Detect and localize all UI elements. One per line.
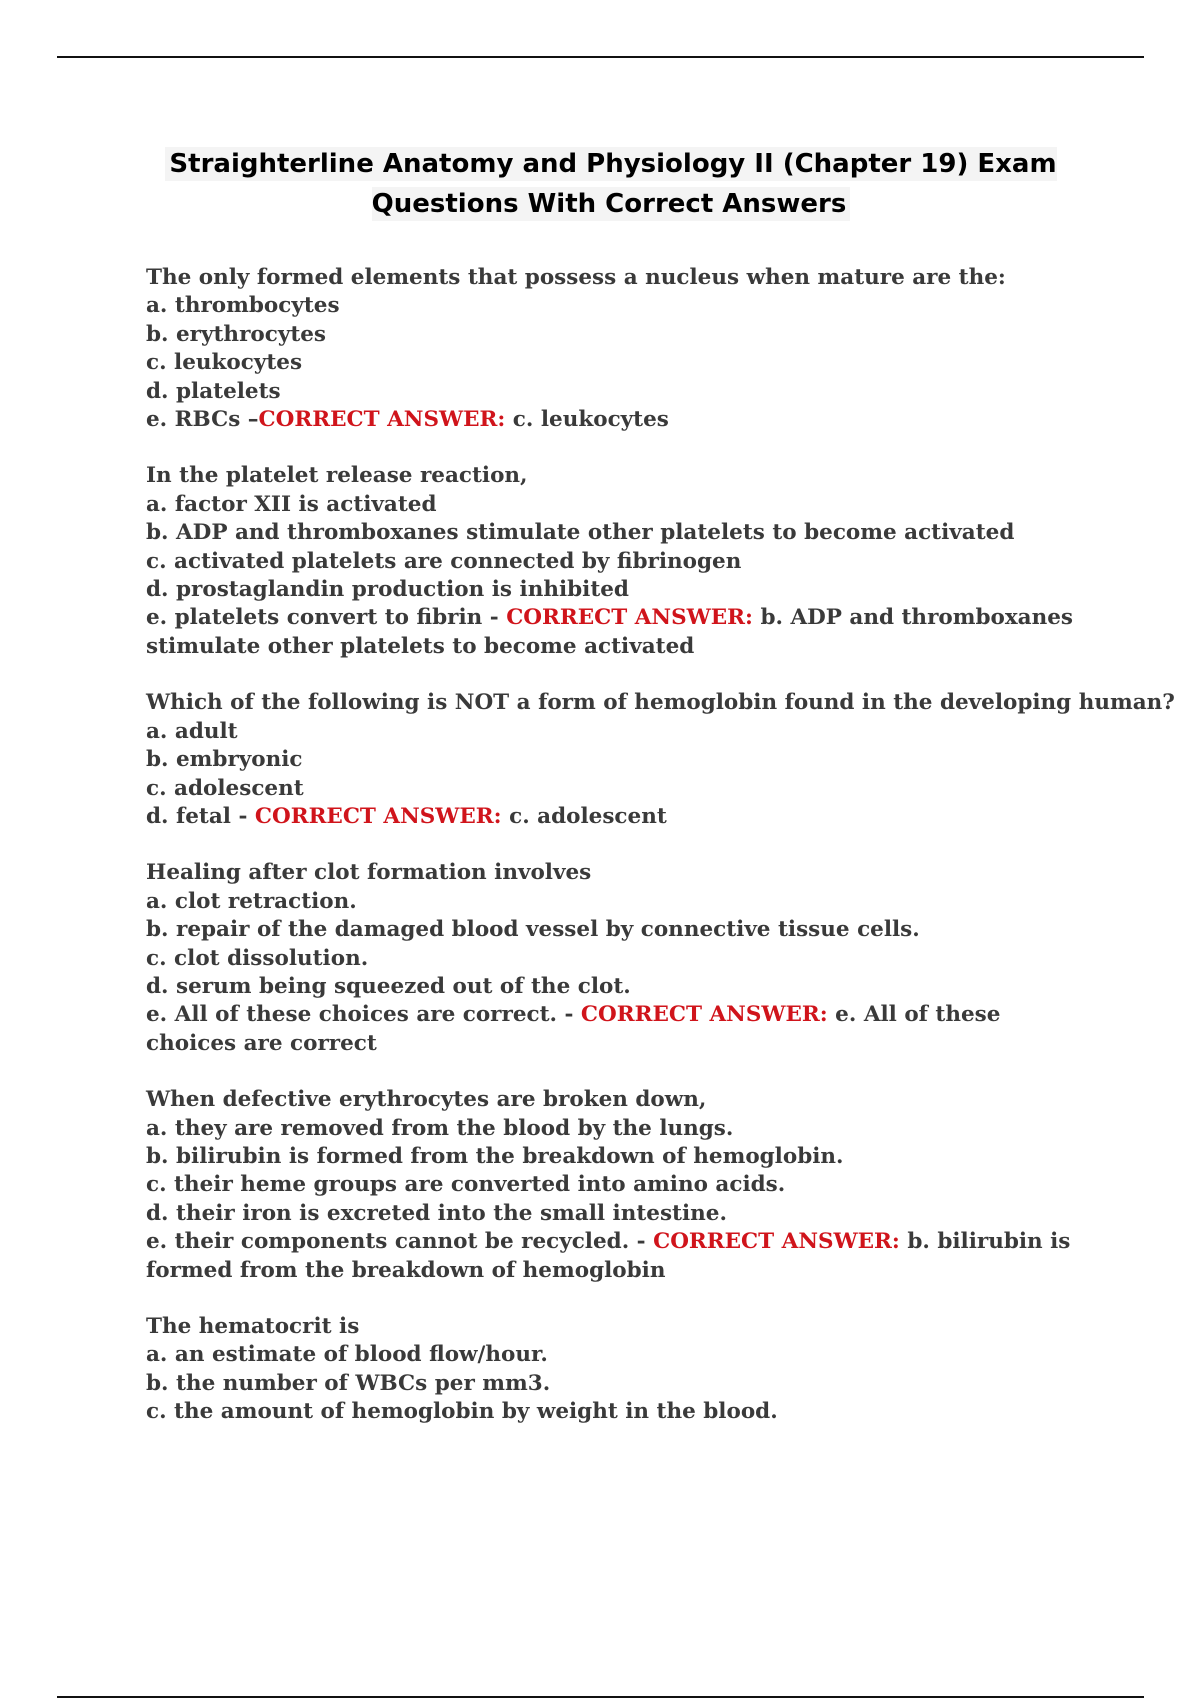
document-title-text: Straighterline Anatomy and Physiology II (Chapter 19) Exam Questions With Correct Answers bbox=[165, 147, 1056, 221]
question-prompt: When defective erythrocytes are broken down, bbox=[146, 1087, 707, 1113]
answer-option: c. their heme groups are converted into amino acids. bbox=[146, 1172, 786, 1198]
question-prompt: Which of the following is NOT a form of hemoglobin found in the developing human? bbox=[146, 690, 1175, 716]
answer-option: c. clot dissolution. bbox=[146, 945, 369, 971]
answer-option: b. ADP and thromboxanes stimulate other platelets to become activated bbox=[146, 520, 1015, 546]
correct-answer-text: b. ADP and thromboxanes stimulate other platelets to become activated bbox=[146, 605, 1074, 659]
answer-option: c. leukocytes bbox=[146, 350, 303, 376]
question-prompt: In the platelet release reaction, bbox=[146, 463, 528, 489]
question-prompt: The only formed elements that possess a nucleus when mature are the: bbox=[146, 265, 1006, 290]
correct-answer-text: b. bilirubin is formed from the breakdown of hemoglobin bbox=[146, 1229, 1071, 1283]
question-6 bbox=[146, 1313, 1086, 1427]
answer-option: d. their iron is excreted into the small intestine. bbox=[146, 1200, 727, 1226]
answer-option: b. the number of WBCs per mm3. bbox=[146, 1370, 551, 1396]
question-prompt: Healing after clot formation involves bbox=[146, 860, 592, 886]
answer-option: b. bilirubin is formed from the breakdown of hemoglobin. bbox=[146, 1143, 844, 1169]
correct-answer-label: CORRECT ANSWER: bbox=[653, 1229, 900, 1255]
answer-option: a. an estimate of blood flow/hour. bbox=[146, 1342, 548, 1368]
answer-option: a. they are removed from the blood by the lungs. bbox=[146, 1115, 734, 1141]
correct-answer-label: CORRECT ANSWER: bbox=[506, 605, 753, 631]
answer-option: b. erythrocytes bbox=[146, 321, 327, 347]
question-2 bbox=[146, 462, 1086, 661]
question-5 bbox=[146, 1086, 1086, 1285]
answer-option-text: e. All of these choices are correct. - bbox=[146, 1002, 581, 1028]
question-prompt: The hematocrit is bbox=[146, 1314, 360, 1339]
answer-option: b. embryonic bbox=[146, 747, 303, 773]
document-title bbox=[140, 144, 1082, 224]
answer-option: a. thrombocytes bbox=[146, 293, 340, 319]
correct-answer-label: CORRECT ANSWER: bbox=[580, 1002, 828, 1028]
correct-answer-label: CORRECT ANSWER: bbox=[258, 407, 506, 433]
answer-option-with-key bbox=[146, 803, 1086, 831]
answer-option-with-key bbox=[146, 1001, 1086, 1058]
answer-option: a. adult bbox=[146, 718, 238, 744]
answer-option: c. activated platelets are connected by fibrinogen bbox=[146, 548, 742, 574]
answer-option: b. repair of the damaged blood vessel by connective tissue cells. bbox=[146, 917, 920, 943]
bottom-rule bbox=[57, 1696, 1144, 1698]
correct-answer-text: c. leukocytes bbox=[505, 407, 669, 433]
answer-option-text: e. platelets convert to fibrin - bbox=[146, 605, 507, 631]
top-rule bbox=[57, 56, 1144, 58]
answer-option-with-key bbox=[146, 406, 1086, 434]
answer-option: a. factor XII is activated bbox=[146, 491, 437, 517]
correct-answer-label: CORRECT ANSWER: bbox=[254, 803, 502, 829]
question-4 bbox=[146, 859, 1086, 1058]
answer-option: d. prostaglandin production is inhibited bbox=[146, 577, 629, 603]
question-3 bbox=[146, 689, 1175, 831]
question-1 bbox=[146, 264, 1086, 434]
questions-list bbox=[146, 264, 1175, 1455]
answer-option-text: e. RBCs – bbox=[146, 407, 259, 433]
answer-option: a. clot retraction. bbox=[146, 888, 357, 914]
answer-option: d. platelets bbox=[146, 378, 281, 404]
answer-option: c. the amount of hemoglobin by weight in the blood. bbox=[146, 1399, 778, 1425]
answer-option-text: e. their components cannot be recycled. - bbox=[146, 1229, 654, 1255]
answer-option: d. serum being squeezed out of the clot. bbox=[146, 973, 631, 999]
answer-option-text: d. fetal - bbox=[146, 803, 255, 829]
answer-option: c. adolescent bbox=[146, 775, 304, 801]
correct-answer-text: e. All of these choices are correct bbox=[146, 1002, 1001, 1056]
answer-option-with-key bbox=[146, 1228, 1086, 1285]
correct-answer-text: c. adolescent bbox=[501, 803, 667, 829]
answer-option-with-key bbox=[146, 604, 1086, 661]
